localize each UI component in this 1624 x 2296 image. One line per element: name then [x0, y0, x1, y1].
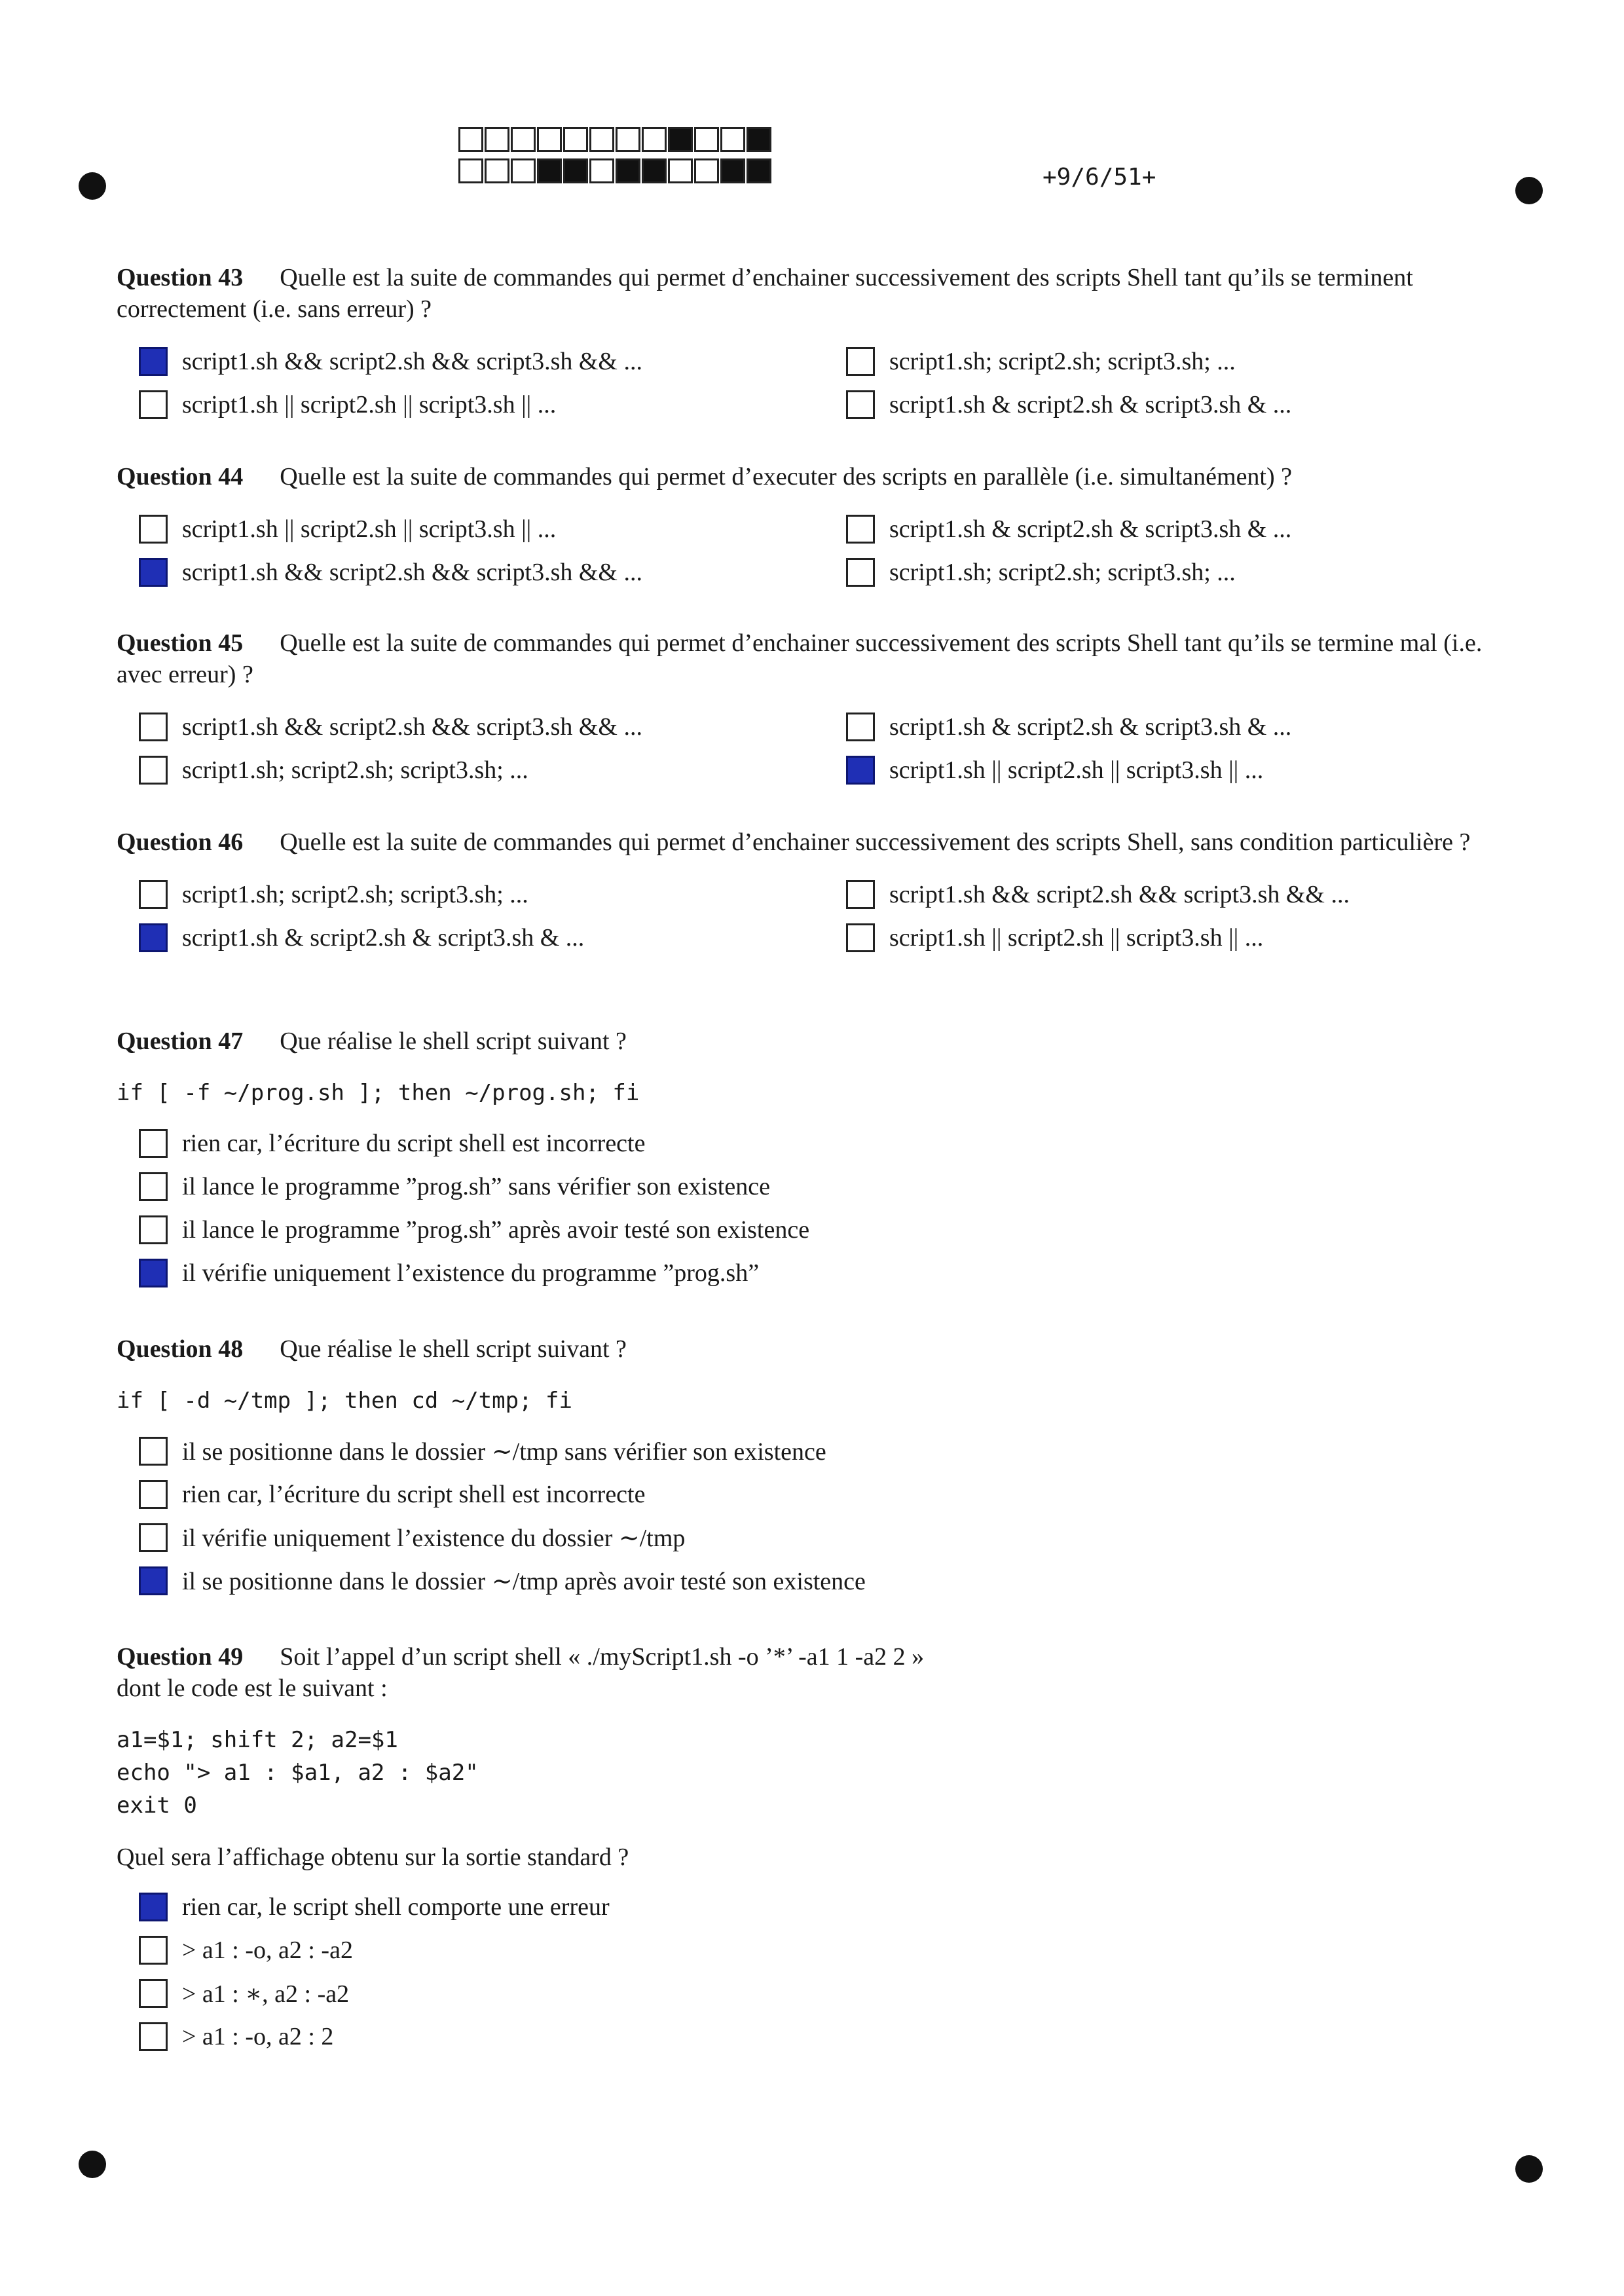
checkbox[interactable]	[139, 515, 168, 544]
question-text: Quelle est la suite de commandes qui permet d’enchainer successivement des scripts Shell tant qu’ils se termine mal (i.e. avec erreur) ?	[117, 629, 1483, 688]
option-label: script1.sh || script2.sh || script3.sh || ...	[889, 756, 1264, 784]
option[interactable]	[139, 1479, 1505, 1510]
option-label: script1.sh & script2.sh & script3.sh & ...	[889, 713, 1292, 741]
registration-mark-bottom-right	[1515, 2155, 1543, 2183]
checkbox[interactable]	[139, 1979, 168, 2008]
question-label: Question 45	[117, 629, 244, 657]
checkbox[interactable]	[139, 1172, 168, 1201]
barcode-cell	[747, 127, 771, 152]
question-44	[117, 461, 1505, 588]
options	[117, 1435, 1505, 1597]
option-label: script1.sh & script2.sh & script3.sh & ...	[182, 924, 585, 952]
barcode-cell	[511, 158, 536, 183]
checkbox[interactable]	[139, 1893, 168, 1921]
barcode-cell	[563, 127, 588, 152]
option[interactable]	[139, 1214, 1505, 1246]
checkbox[interactable]	[846, 713, 875, 741]
option-label: script1.sh && script2.sh && script3.sh && ...	[889, 881, 1350, 908]
checkbox[interactable]	[139, 347, 168, 376]
question-label: Question 47	[117, 1028, 244, 1055]
barcode-cell	[694, 158, 719, 183]
option-label: rien car, l’écriture du script shell est incorrecte	[182, 1130, 646, 1157]
option-label: script1.sh || script2.sh || script3.sh || ...	[889, 924, 1264, 952]
option[interactable]	[846, 711, 1527, 743]
barcode-cell	[720, 127, 745, 152]
option[interactable]	[846, 754, 1527, 786]
option-label: rien car, le script shell comporte une erreur	[182, 1893, 610, 1921]
question-49	[117, 1641, 1505, 2052]
question-47	[117, 1026, 1505, 1289]
registration-mark-top-left	[79, 172, 106, 200]
options	[117, 513, 1505, 588]
question-label: Question 44	[117, 463, 244, 491]
barcode-cell	[537, 127, 562, 152]
option[interactable]	[846, 879, 1527, 910]
checkbox[interactable]	[846, 880, 875, 909]
question-label: Question 49	[117, 1643, 244, 1671]
options	[117, 346, 1505, 420]
barcode-cell	[668, 158, 693, 183]
option-label: rien car, l’écriture du script shell est incorrecte	[182, 1481, 646, 1508]
option[interactable]	[139, 1257, 1505, 1289]
option[interactable]	[139, 1891, 1505, 1923]
option-label: il lance le programme ”prog.sh” après avoir testé son existence	[182, 1216, 810, 1244]
question-45	[117, 627, 1505, 786]
checkbox[interactable]	[139, 1480, 168, 1509]
question-text: Quelle est la suite de commandes qui permet d’executer des scripts en parallèle (i.e. simultanément) ?	[280, 463, 1293, 491]
option-label: script1.sh || script2.sh || script3.sh || ...	[182, 391, 557, 418]
barcode-cell	[616, 127, 640, 152]
options	[117, 879, 1505, 954]
option[interactable]	[846, 922, 1527, 954]
option[interactable]	[139, 711, 846, 743]
checkbox[interactable]	[846, 756, 875, 785]
option-label: script1.sh && script2.sh && script3.sh && ...	[182, 559, 642, 586]
checkbox[interactable]	[139, 880, 168, 909]
option[interactable]	[139, 346, 846, 377]
question-text-continued: dont le code est le suivant :	[117, 1675, 388, 1702]
question-text: Que réalise le shell script suivant ?	[280, 1335, 627, 1363]
checkbox[interactable]	[139, 1523, 168, 1552]
option[interactable]	[139, 1522, 1505, 1553]
option-label: script1.sh && script2.sh && script3.sh && ...	[182, 348, 642, 375]
option[interactable]	[139, 1978, 1505, 2009]
checkbox[interactable]	[139, 923, 168, 952]
question-text: Quelle est la suite de commandes qui permet d’enchainer successivement des scripts Shell tant qu’ils se terminent correctement (i.e. sans erreur) ?	[117, 264, 1413, 323]
checkbox[interactable]	[846, 515, 875, 544]
checkbox[interactable]	[139, 1259, 168, 1287]
barcode-cell	[747, 158, 771, 183]
checkbox[interactable]	[846, 558, 875, 587]
option[interactable]	[139, 513, 846, 545]
option-label: script1.sh; script2.sh; script3.sh; ...	[182, 756, 528, 784]
option-label: script1.sh; script2.sh; script3.sh; ...	[889, 559, 1236, 586]
options	[117, 711, 1505, 786]
question-header	[117, 1641, 1505, 1673]
code-snippet: if [ -d ~/tmp ]; then cd ~/tmp; fi	[117, 1388, 572, 1414]
option-label: > a1 : -o, a2 : 2	[182, 2023, 334, 2050]
barcode-cell	[537, 158, 562, 183]
barcode-cell	[668, 127, 693, 152]
option-label: il se positionne dans le dossier ∼/tmp après avoir testé son existence	[182, 1567, 866, 1595]
checkbox[interactable]	[846, 923, 875, 952]
checkbox[interactable]	[139, 756, 168, 785]
option[interactable]	[139, 1128, 1505, 1159]
option-label: script1.sh; script2.sh; script3.sh; ...	[182, 881, 528, 908]
question-header	[117, 461, 1505, 492]
option[interactable]	[139, 922, 846, 954]
barcode-cell	[511, 127, 536, 152]
option-label: script1.sh || script2.sh || script3.sh || ...	[182, 515, 557, 543]
registration-mark-top-right	[1515, 177, 1543, 204]
option-label: script1.sh & script2.sh & script3.sh & ...	[889, 391, 1292, 418]
option[interactable]	[846, 346, 1527, 377]
option[interactable]	[139, 557, 846, 588]
option[interactable]	[139, 879, 846, 910]
options	[117, 1891, 1505, 2052]
checkbox[interactable]	[846, 390, 875, 419]
barcode-cell	[642, 127, 667, 152]
option-label: > a1 : -o, a2 : -a2	[182, 1936, 353, 1964]
option[interactable]	[846, 557, 1527, 588]
question-prompt: Quel sera l’affichage obtenu sur la sortie standard ?	[117, 1843, 629, 1871]
checkbox[interactable]	[139, 390, 168, 419]
option-label: il vérifie uniquement l’existence du programme ”prog.sh”	[182, 1259, 760, 1287]
question-header	[117, 1333, 1505, 1365]
option[interactable]	[139, 1171, 1505, 1202]
question-43	[117, 262, 1505, 420]
question-label: Question 48	[117, 1335, 244, 1363]
barcode-cell	[458, 127, 483, 152]
checkbox[interactable]	[139, 1936, 168, 1965]
question-text: Soit l’appel d’un script shell « ./myScript1.sh -o ’*’ -a1 1 -a2 2 »	[280, 1643, 925, 1671]
question-46	[117, 826, 1505, 954]
sheet-code: +9/6/51+	[1043, 164, 1156, 191]
question-text: Que réalise le shell script suivant ?	[280, 1028, 627, 1055]
question-header	[117, 262, 1505, 325]
barcode-cell	[563, 158, 588, 183]
question-header	[117, 627, 1505, 690]
barcode-cell	[589, 127, 614, 152]
checkbox[interactable]	[139, 1215, 168, 1244]
question-label: Question 43	[117, 264, 244, 291]
option[interactable]	[139, 389, 846, 420]
barcode-cell	[694, 127, 719, 152]
question-48	[117, 1333, 1505, 1597]
option[interactable]	[139, 754, 846, 786]
barcode-cell	[720, 158, 745, 183]
barcode-cell	[458, 158, 483, 183]
option[interactable]	[139, 1435, 1505, 1467]
barcode-cell	[485, 158, 509, 183]
checkbox[interactable]	[139, 2022, 168, 2051]
option-label: il lance le programme ”prog.sh” sans vérifier son existence	[182, 1173, 770, 1200]
checkbox[interactable]	[139, 558, 168, 587]
barcode-cell	[616, 158, 640, 183]
option-label: il vérifie uniquement l’existence du dossier ∼/tmp	[182, 1524, 686, 1552]
code-snippet: if [ -f ~/prog.sh ]; then ~/prog.sh; fi	[117, 1080, 640, 1106]
checkbox[interactable]	[846, 347, 875, 376]
question-label: Question 46	[117, 828, 244, 856]
barcode-row-1	[458, 127, 773, 152]
registration-mark-bottom-left	[79, 2151, 106, 2178]
checkbox[interactable]	[139, 713, 168, 741]
question-text: Quelle est la suite de commandes qui permet d’enchainer successivement des scripts Shell, sans condition particulière ?	[280, 828, 1471, 856]
checkbox[interactable]	[139, 1129, 168, 1158]
option[interactable]	[139, 1565, 1505, 1597]
option[interactable]	[846, 389, 1527, 420]
checkbox[interactable]	[139, 1566, 168, 1595]
option-label: script1.sh && script2.sh && script3.sh && ...	[182, 713, 642, 741]
option-label: > a1 : ∗, a2 : -a2	[182, 1980, 350, 2008]
question-header	[117, 1026, 1505, 1057]
barcode-cell	[642, 158, 667, 183]
option[interactable]	[139, 1935, 1505, 1966]
code-snippet: a1=$1; shift 2; a2=$1 echo "> a1 : $a1, a2 : $a2" exit 0	[117, 1727, 479, 1819]
barcode-row-2	[458, 158, 773, 183]
option-label: script1.sh & script2.sh & script3.sh & ...	[889, 515, 1292, 543]
barcode-cell	[589, 158, 614, 183]
option[interactable]	[139, 2021, 1505, 2052]
barcode-cell	[485, 127, 509, 152]
options	[117, 1128, 1505, 1289]
question-header	[117, 826, 1505, 858]
option-label: il se positionne dans le dossier ∼/tmp sans vérifier son existence	[182, 1437, 826, 1466]
checkbox[interactable]	[139, 1437, 168, 1466]
option-label: script1.sh; script2.sh; script3.sh; ...	[889, 348, 1236, 375]
option[interactable]	[846, 513, 1527, 545]
